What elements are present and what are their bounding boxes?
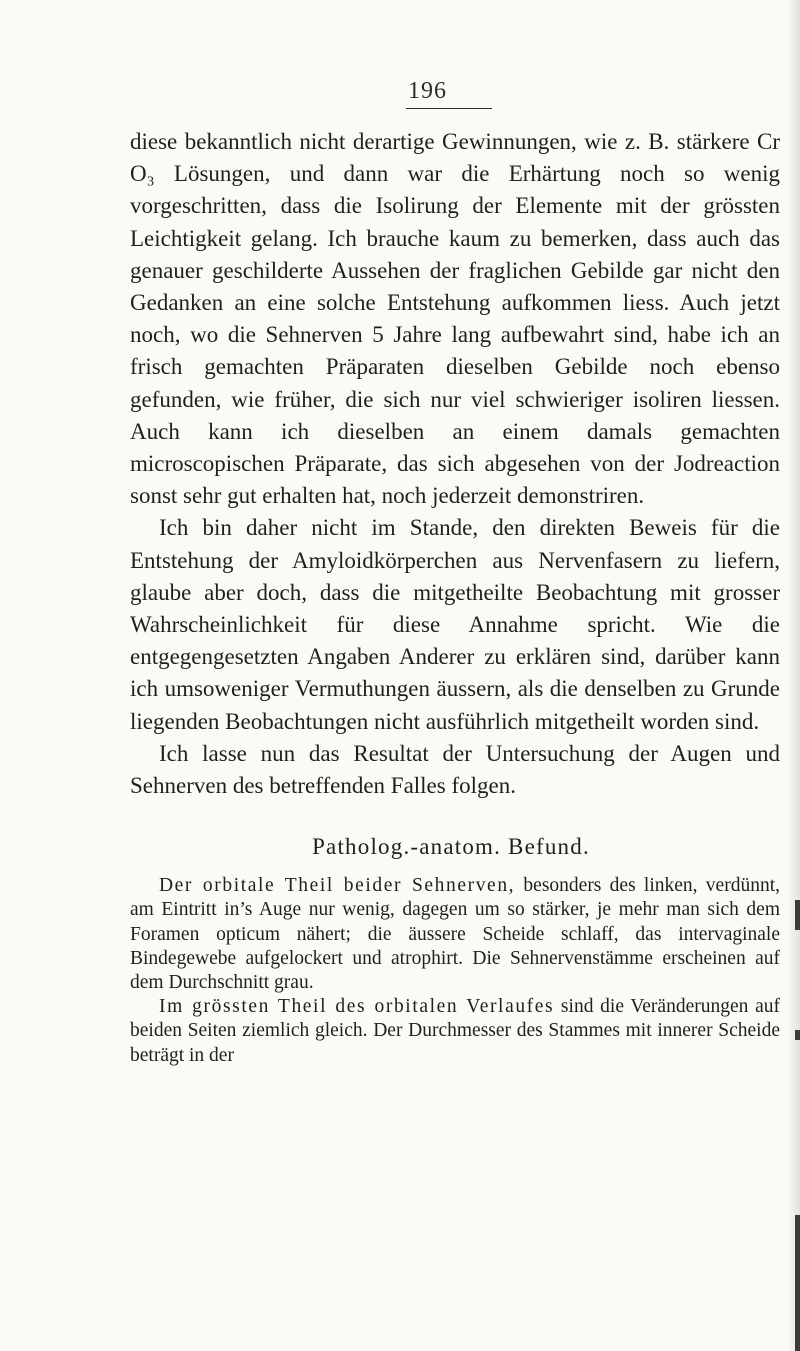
page-number: 196 <box>408 78 447 104</box>
paragraph <box>130 874 780 995</box>
paragraph-text: besonders des linken, verdünnt, am Eintritt in’s Auge nur wenig, dagegen um so stärker, je mehr man sich dem Foramen opticum nähert; die äussere Scheide schlaff, das intervaginale Bindegewebe aufgelockert und atrophirt. Die Sehnervenstämme erscheinen auf dem Durchschnitt grau. <box>130 875 780 994</box>
page-edge-shadow <box>786 0 800 1351</box>
page-edge-mark <box>795 1030 800 1040</box>
paragraph: Ich bin daher nicht im Stande, den direkten Beweis für die Entstehung der Amyloidkörperchen aus Nervenfasern zu liefern, glaube aber doch, dass die mitgetheilte Beobachtung mit grosser Wahrscheinlichkeit für diese Annahme spricht. Wie die entgegengesetzten Angaben Anderer zu erklären sind, darüber kann ich umsoweniger Vermuthungen äussern, als die denselben zu Grunde liegenden Beobachtungen nicht ausführlich mitgetheilt worden sind. <box>130 515 780 734</box>
paragraph <box>130 995 780 1068</box>
paragraph: diese bekanntlich nicht derartige Gewinnungen, wie z. B. stärkere Cr O₃ Lösungen, und dann war die Erhärtung noch so wenig vorgeschritten, dass die Isolirung der Elemente mit der grössten Leichtigkeit gelang. Ich brauche kaum zu bemerken, dass auch das genauer geschilderte Aussehen der fraglichen Gebilde gar nicht den Gedanken an eine solche Entstehung aufkommen liess. Auch jetzt noch, wo die Sehnerven 5 Jahre lang aufbewahrt sind, habe ich an frisch gemachten Präparaten dieselben Gebilde noch ebenso gefunden, wie früher, die sich nur viel schwieriger isoliren liessen. Auch kann ich dieselben an einem damals gemachten microscopischen Präparate, das sich abgesehen von der Jodreaction sonst sehr gut erhalten hat, noch jederzeit demonstriren. <box>130 129 780 509</box>
body-text <box>130 126 780 1068</box>
spaced-lead: Der orbitale Theil beider Sehnerven, <box>159 875 516 897</box>
page-number-rule <box>406 108 492 109</box>
spaced-lead: Im grössten Theil des orbitalen Verlaufes <box>159 996 555 1018</box>
page-edge-mark <box>795 900 800 930</box>
paragraph-text: sind die Veränderungen auf beiden Seiten ziemlich gleich. Der Durchmesser des Stammes mit innerer Scheide beträgt in der <box>130 996 780 1066</box>
page-edge-mark <box>795 1215 800 1351</box>
section-heading: Patholog.-anatom. Befund. <box>312 834 590 860</box>
paragraph: Ich lasse nun das Resultat der Untersuchung der Augen und Sehnerven des betreffenden Falles folgen. <box>130 740 780 799</box>
